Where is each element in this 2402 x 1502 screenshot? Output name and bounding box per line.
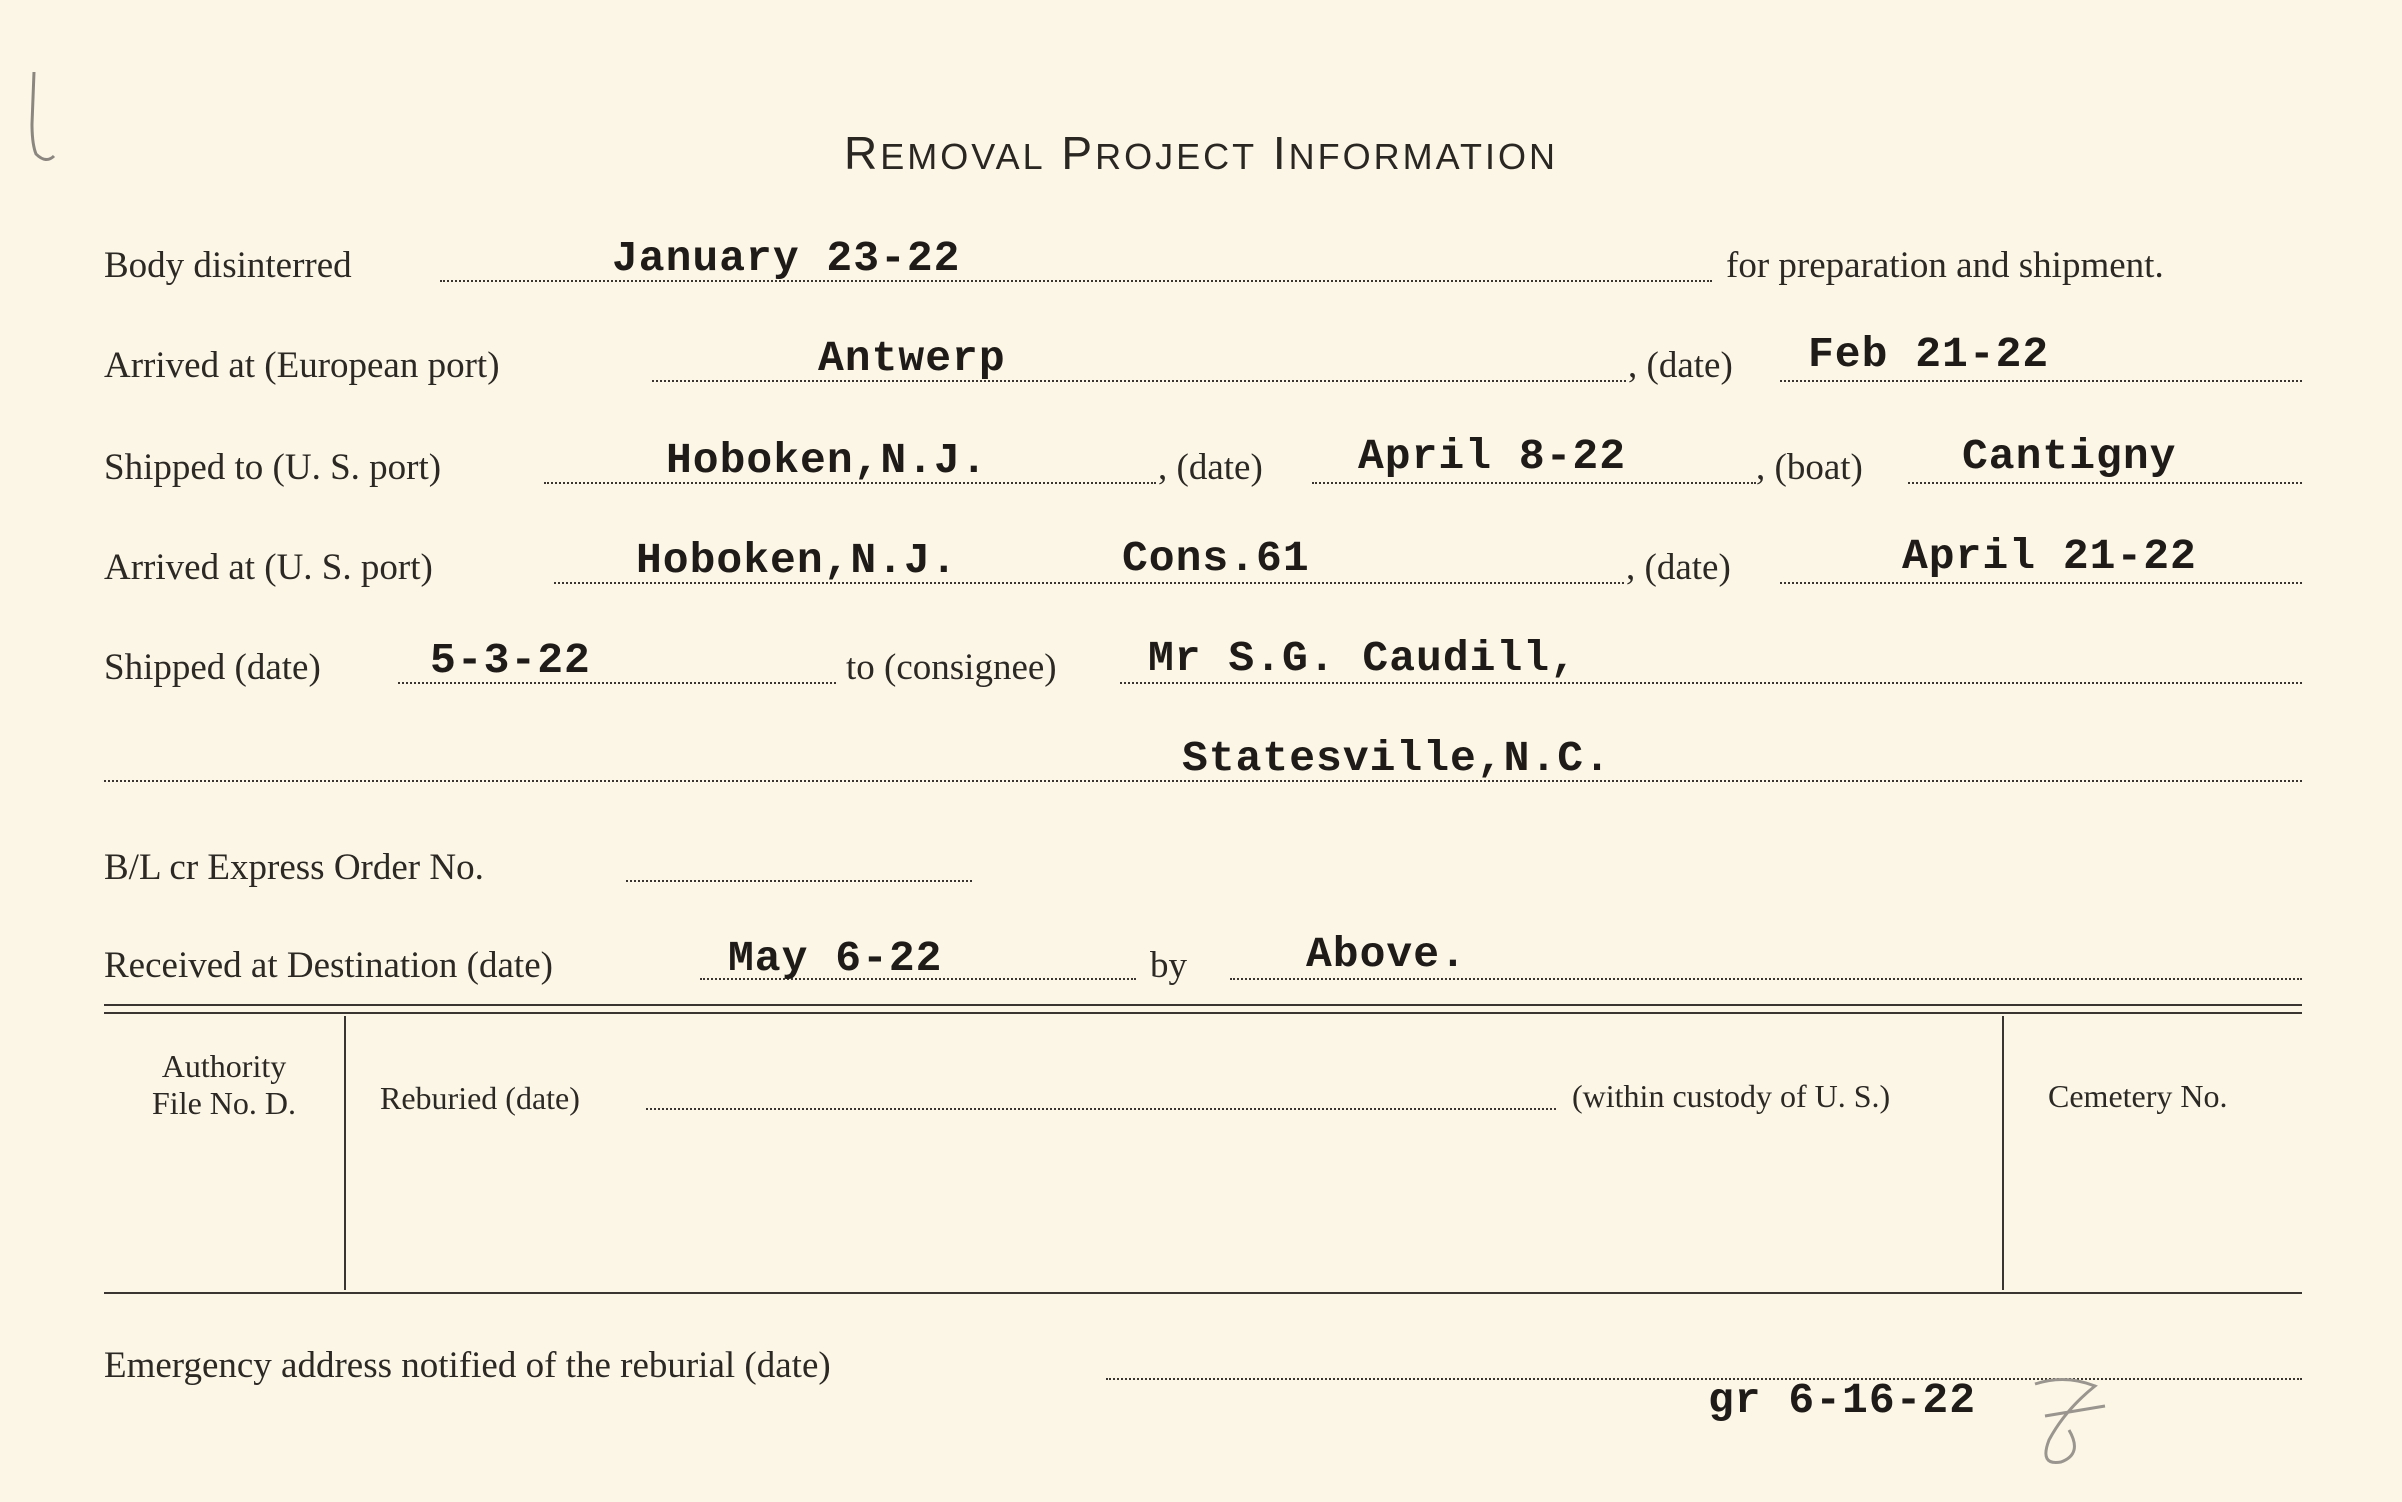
arrived-us-port-label: Arrived at (U. S. port) bbox=[104, 547, 433, 588]
bl-express-line bbox=[626, 880, 972, 882]
arrived-date-value: April 21-22 bbox=[1902, 532, 2197, 581]
european-date-value: Feb 21-22 bbox=[1808, 330, 2050, 379]
consignee-address-value: Statesville,N.C. bbox=[1182, 734, 1611, 783]
authority-line: Authority bbox=[161, 1048, 287, 1084]
file-number-line: File No. D. bbox=[152, 1084, 296, 1121]
bl-express-label: B/L cr Express Order No. bbox=[104, 847, 484, 888]
shipped-date-value-row5: 5-3-22 bbox=[430, 636, 591, 685]
table-divider-right bbox=[2002, 1016, 2004, 1290]
arrived-us-port-value: Hoboken,N.J. bbox=[636, 536, 958, 585]
reburied-date-label: Reburied (date) bbox=[380, 1080, 580, 1116]
preparation-suffix: for preparation and shipment. bbox=[1726, 245, 2164, 286]
custody-label: (within custody of U. S.) bbox=[1572, 1078, 1891, 1114]
received-by-label: by bbox=[1150, 945, 1187, 986]
european-port-label: Arrived at (European port) bbox=[104, 345, 500, 386]
consignee-value: Mr S.G. Caudill, bbox=[1148, 634, 1577, 683]
cemetery-number-label: Cemetery No. bbox=[2048, 1078, 2228, 1114]
shipped-date-value: April 8-22 bbox=[1358, 432, 1627, 481]
emergency-address-value: gr 6-16-22 bbox=[1708, 1376, 1977, 1425]
received-destination-label: Received at Destination (date) bbox=[104, 945, 553, 986]
pencil-scrawl bbox=[2025, 1370, 2115, 1480]
boat-label: , (boat) bbox=[1756, 447, 1863, 488]
authority-file-label bbox=[110, 1048, 338, 1122]
table-divider-left bbox=[344, 1016, 346, 1290]
shipped-us-port-label: Shipped to (U. S. port) bbox=[104, 447, 442, 488]
european-port-value: Antwerp bbox=[818, 334, 1006, 383]
arrived-date-label: , (date) bbox=[1626, 547, 1731, 588]
title-initial-i: I bbox=[1272, 127, 1289, 179]
emergency-address-label: Emergency address notified of the reburial (date) bbox=[104, 1345, 831, 1386]
title-initial-r: R bbox=[844, 127, 881, 179]
european-port-line bbox=[652, 380, 1626, 382]
shipped-date-line bbox=[1312, 482, 1756, 484]
title-word-project: ROJECT bbox=[1095, 136, 1258, 177]
body-disinterred-label: Body disinterred bbox=[104, 245, 352, 286]
boat-line bbox=[1908, 482, 2302, 484]
shipped-us-port-value: Hoboken,N.J. bbox=[666, 436, 988, 485]
consignment-number: Cons.61 bbox=[1122, 534, 1310, 583]
european-date-line bbox=[1780, 380, 2302, 382]
shipped-date-label-row5: Shipped (date) bbox=[104, 647, 321, 688]
body-disinterred-value: January 23-22 bbox=[612, 234, 961, 283]
consignee-label: to (consignee) bbox=[846, 647, 1057, 688]
received-by-value: Above. bbox=[1306, 930, 1467, 979]
arrived-date-line bbox=[1780, 582, 2302, 584]
received-destination-value: May 6-22 bbox=[728, 934, 943, 983]
table-top-rule-1 bbox=[104, 1004, 2302, 1006]
title-initial-p: P bbox=[1061, 127, 1096, 179]
shipped-date-label: , (date) bbox=[1158, 447, 1263, 488]
emergency-address-line bbox=[1106, 1378, 2302, 1380]
reburied-date-line bbox=[646, 1108, 1556, 1110]
card-title bbox=[0, 126, 2402, 180]
boat-value: Cantigny bbox=[1962, 432, 2177, 481]
title-word-removal: EMOVAL bbox=[880, 136, 1046, 177]
title-word-information: NFORMATION bbox=[1288, 136, 1558, 177]
table-bottom-rule bbox=[104, 1292, 2302, 1294]
table-top-rule-2 bbox=[104, 1012, 2302, 1014]
european-date-label: , (date) bbox=[1628, 345, 1733, 386]
